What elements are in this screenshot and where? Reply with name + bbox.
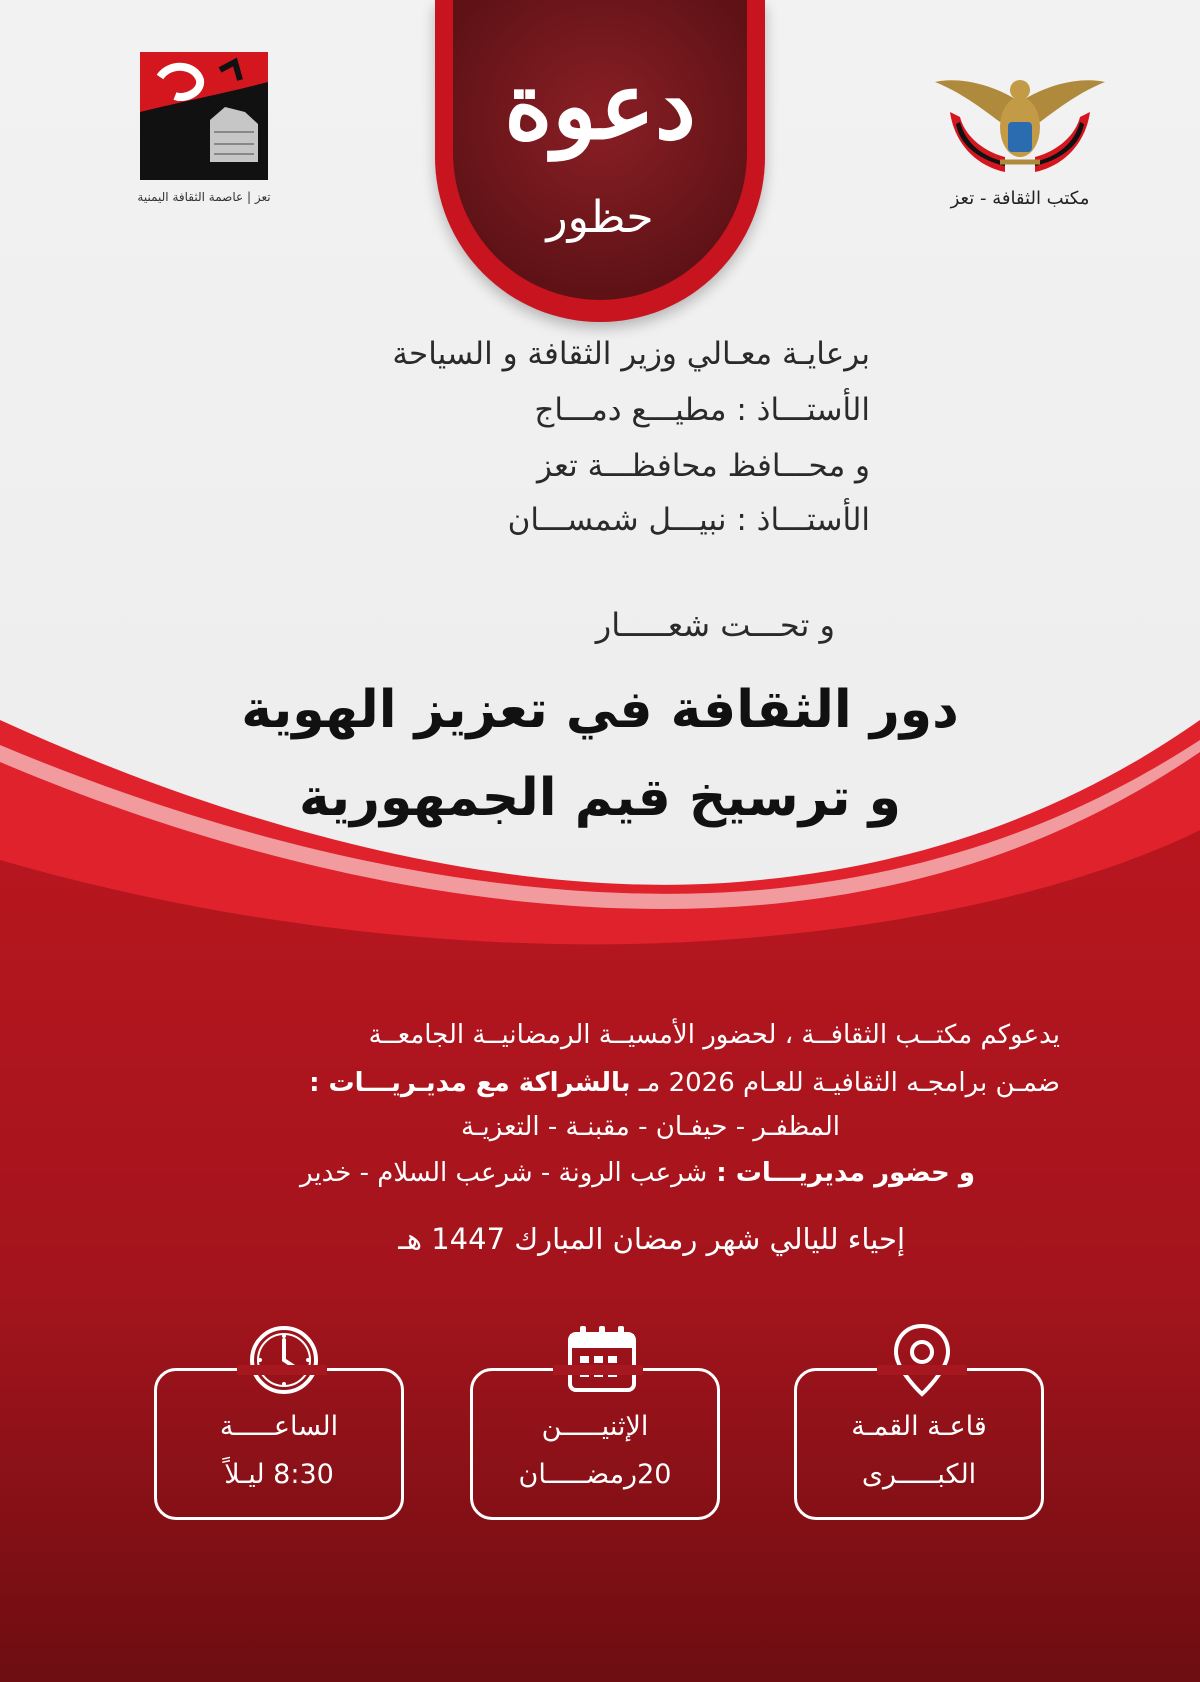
- body-line-4b: شرعب الرونة - شرعب السلام - خدير: [300, 1158, 708, 1188]
- slogan-line-2: و ترسيخ قيم الجمهورية: [298, 768, 901, 828]
- place-box-gap: [877, 1365, 967, 1375]
- badge-subtitle: حظور: [546, 192, 654, 243]
- body-line-2a: ضمـن برامجـه الثقافيـة للعـام 2026 مـ: [630, 1068, 1060, 1098]
- badge-title: دعوة: [504, 52, 696, 160]
- body-line-5: إحياء لليالي شهر رمضان المبارك 1447 هـ: [398, 1222, 905, 1256]
- date-box-gap: [553, 1365, 643, 1375]
- sponsorship-line-1: برعايـة معـالي وزير الثقافة و السياحة: [392, 336, 870, 372]
- time-box-gap: [237, 1365, 327, 1375]
- place-label: قاعـة القمـة: [851, 1411, 987, 1442]
- badge-inner: [453, 0, 747, 300]
- right-logo-caption: مكتب الثقافة - تعز: [950, 188, 1090, 209]
- body-line-2b: بالشراكة مع مديـريـــات :: [309, 1068, 631, 1098]
- body-line-3: المظفـر - حيفـان - مقبنـة - التعزيـة: [460, 1112, 840, 1142]
- body-line-4a: و حضور مديريـــات :: [707, 1158, 975, 1188]
- taiz-culture-capital-logo: [140, 52, 268, 192]
- sponsorship-line-3: و محـــافظ محافظـــة تعز: [537, 448, 870, 484]
- place-value: الكبـــــرى: [861, 1459, 977, 1490]
- body-line-2: [140, 1068, 1060, 1098]
- invitation-badge: [435, 0, 765, 322]
- date-value: 20رمضـــــان: [518, 1459, 672, 1490]
- sponsorship-line-2: الأستـــاذ : مطيـــع دمـــاج: [534, 392, 870, 428]
- time-label: الساعـــــة: [219, 1411, 339, 1442]
- yemen-eagle-emblem-icon: [930, 62, 1110, 182]
- time-value: 8:30 ليـلاً: [224, 1459, 334, 1490]
- slogan-line-1: دور الثقافة في تعزيز الهوية: [241, 680, 959, 740]
- left-logo-caption: تعز | عاصمة الثقافة اليمنية: [137, 190, 271, 204]
- body-line-4: [300, 1158, 975, 1188]
- date-box: [470, 1368, 720, 1520]
- body-line-1: يدعوكم مكتــب الثقافــة ، لحضور الأمسيــة الرمضانيــة الجامعــة: [368, 1020, 1060, 1050]
- time-box: [154, 1368, 404, 1520]
- sponsorship-line-4: الأستـــاذ : نبيـــل شمســـان: [507, 502, 870, 538]
- place-box: [794, 1368, 1044, 1520]
- slogan-intro: و تحـــت شعـــــار: [595, 606, 835, 644]
- date-label: الإثنيـــــن: [541, 1411, 649, 1442]
